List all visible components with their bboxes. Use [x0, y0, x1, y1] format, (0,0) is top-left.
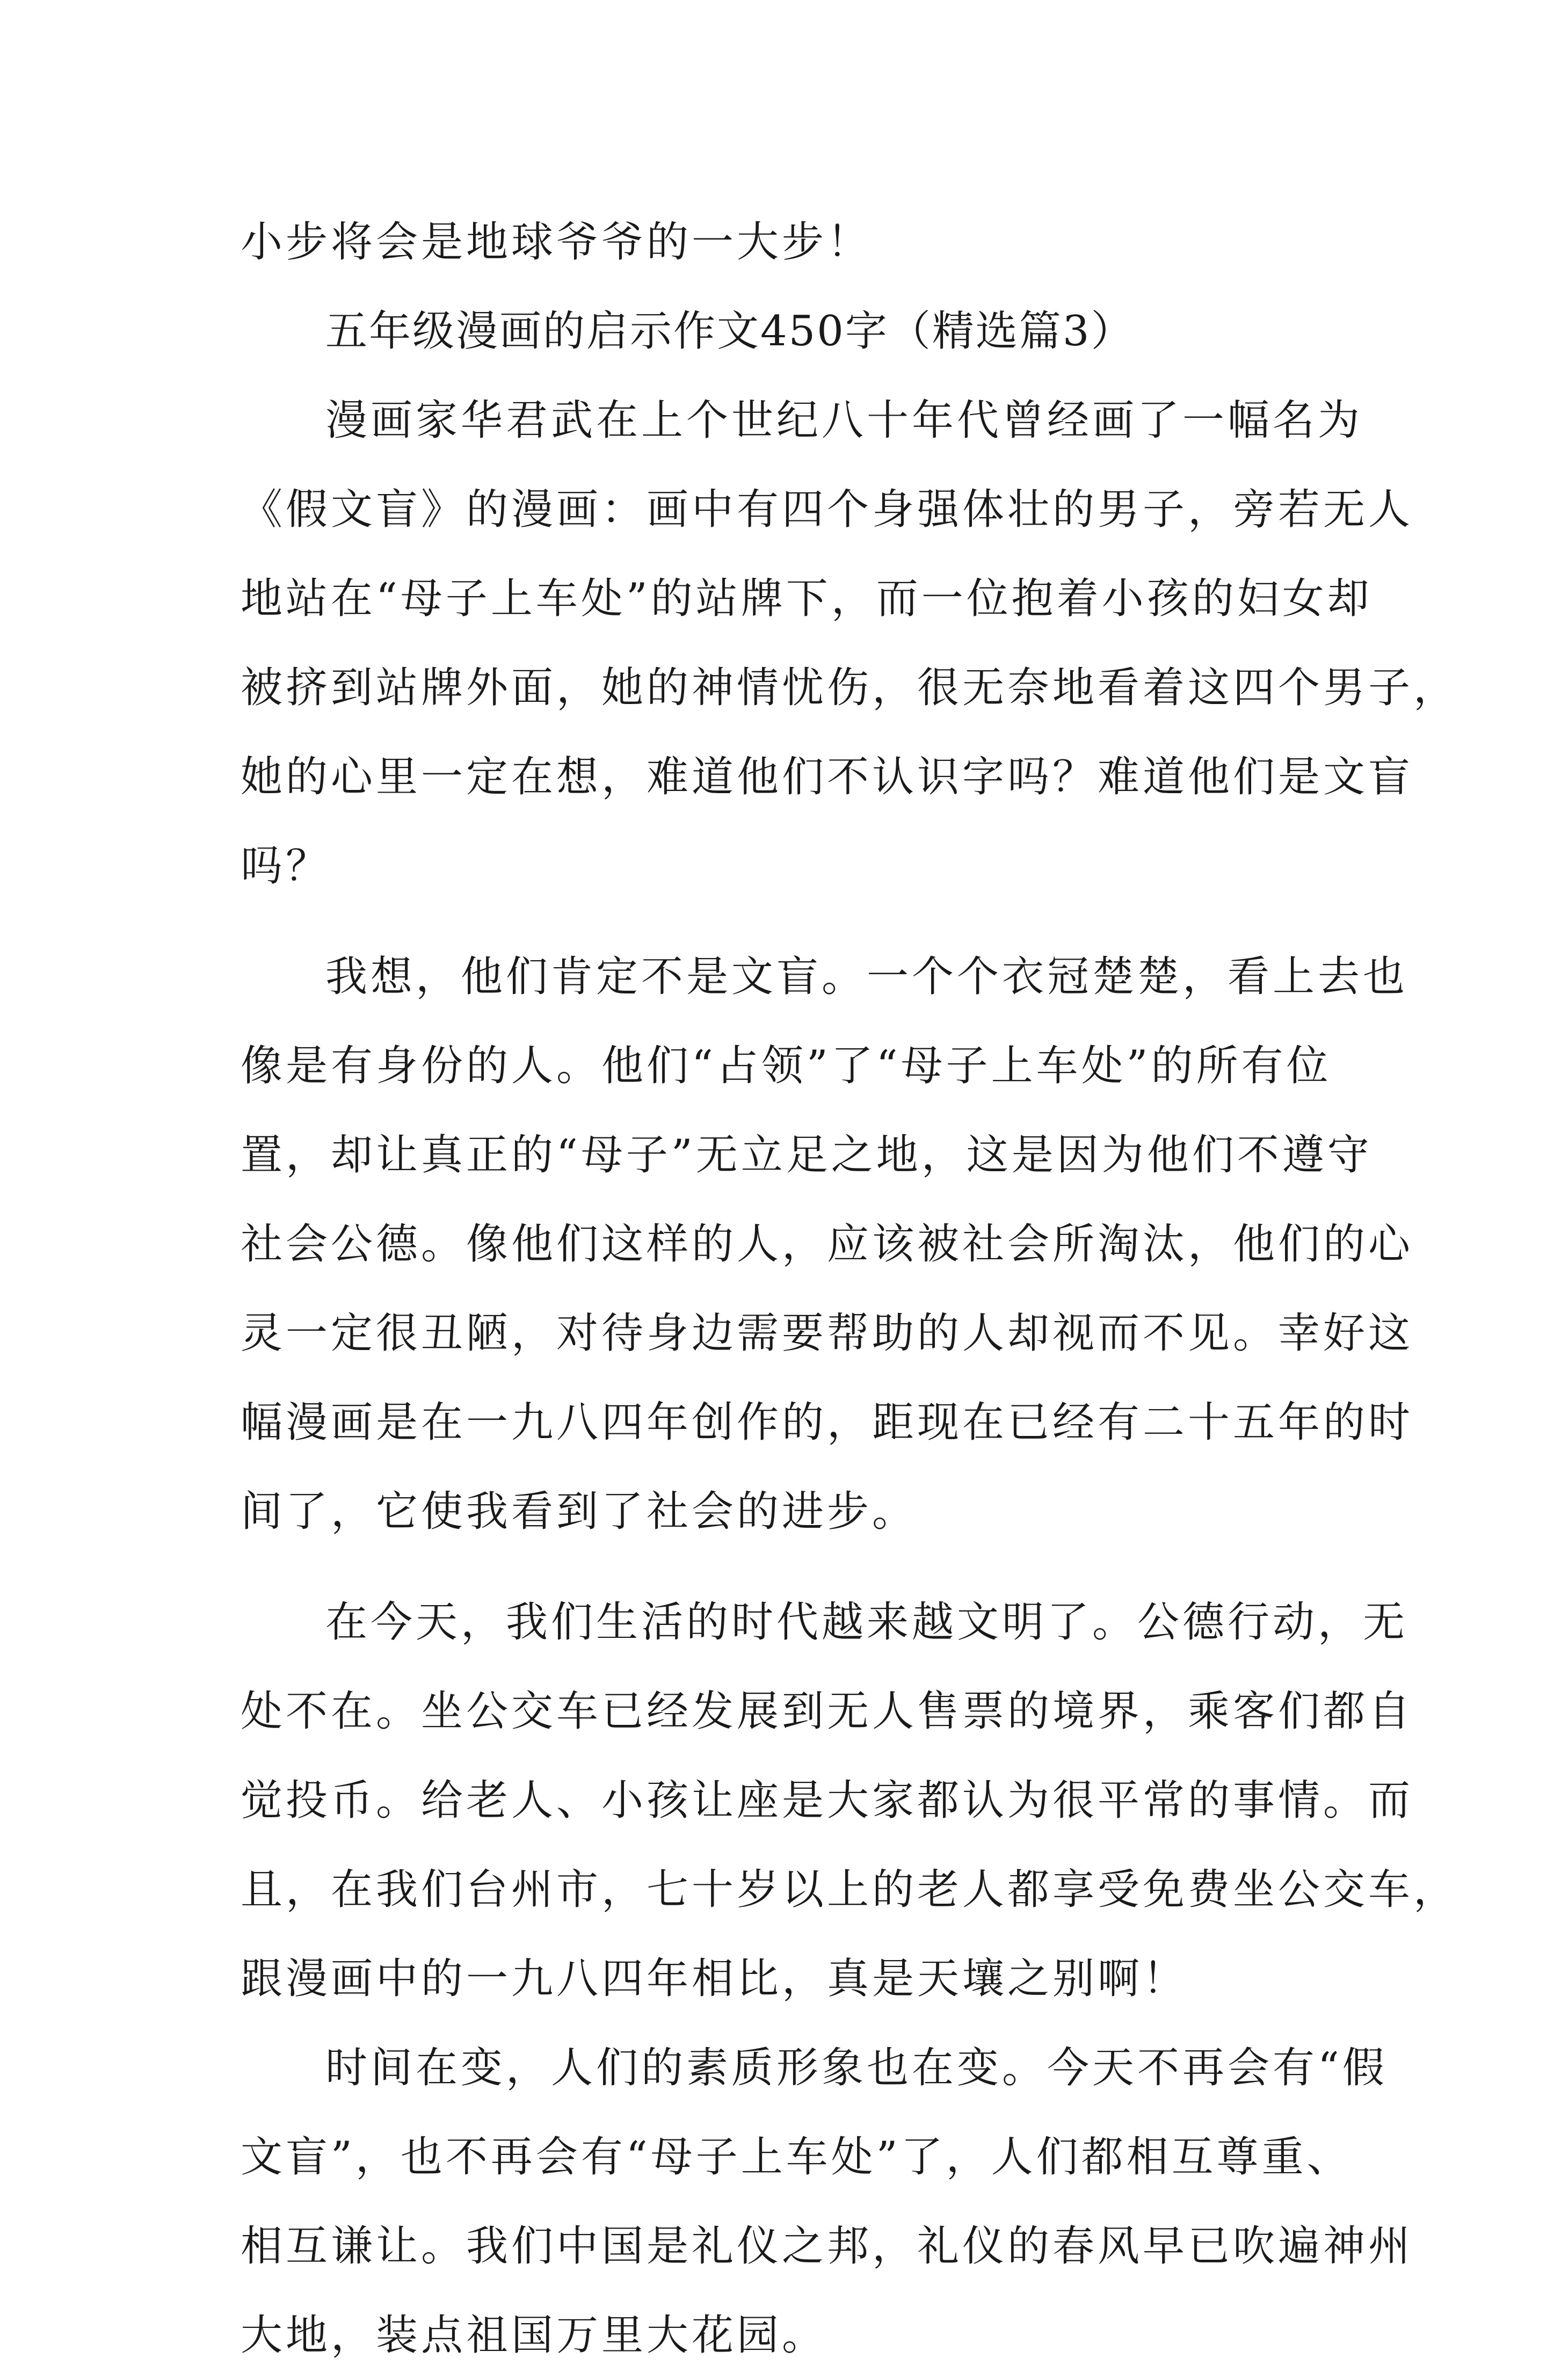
paragraph-line: 大地，装点祖国万里大花园。 — [241, 2311, 827, 2360]
paragraph-line: 漫画家华君武在上个世纪八十年代曾经画了一幅名为 — [325, 396, 1363, 445]
paragraph-line: 置，却让真正的“母子”无立足之地，这是因为他们不遵守 — [241, 1131, 1373, 1179]
paragraph-line: 我想，他们肯定不是文盲。一个个衣冠楚楚，看上去也 — [325, 953, 1408, 1001]
essay-heading: 五年级漫画的启示作文450字（精选篇3） — [325, 307, 1135, 355]
paragraph-line: 《假文盲》的漫画：画中有四个身强体壮的男子，旁若无人 — [241, 485, 1414, 534]
paragraph-line: 她的心里一定在想，难道他们不认识字吗？难道他们是文盲 — [241, 753, 1414, 801]
paragraph-line: 文盲”，也不再会有“母子上车处”了，人们都相互尊重、 — [241, 2133, 1352, 2181]
paragraph-line: 间了，它使我看到了社会的进步。 — [241, 1488, 918, 1536]
paragraph-line: 在今天，我们生活的时代越来越文明了。公德行动，无 — [325, 1598, 1408, 1646]
paragraph-line: 处不在。坐公交车已经发展到无人售票的境界，乘客们都自 — [241, 1687, 1414, 1736]
paragraph-spacer — [241, 911, 1331, 932]
paragraph-line: 跟漫画中的一九八四年相比，真是天壤之别啊！ — [241, 1955, 1188, 2003]
paragraph-line: 灵一定很丑陋，对待身边需要帮助的人却视而不见。幸好这 — [241, 1309, 1414, 1358]
paragraph-2 — [241, 932, 1414, 1556]
paragraph-line: 幅漫画是在一九八四年创作的，距现在已经有二十五年的时 — [241, 1398, 1414, 1447]
paragraph-line: 觉投币。给老人、小孩让座是大家都认为很平常的事情。而 — [241, 1776, 1414, 1825]
paragraph-line: 时间在变，人们的素质形象也在变。今天不再会有“假 — [325, 2044, 1388, 2092]
paragraph-line: 相互谦让。我们中国是礼仪之邦，礼仪的春风早已吹遍神州 — [241, 2222, 1414, 2270]
document-body — [241, 198, 1459, 2380]
paragraph-3 — [241, 1578, 1459, 2023]
continuation-line: 小步将会是地球爷爷的一大步！ — [241, 218, 873, 266]
paragraph-line: 像是有身份的人。他们“占领”了“母子上车处”的所有位 — [241, 1042, 1332, 1090]
paragraph-1 — [241, 376, 1459, 911]
paragraph-line: 地站在“母子上车处”的站牌下，而一位抱着小孩的妇女却 — [241, 575, 1373, 623]
paragraph-spacer — [241, 1556, 1331, 1578]
paragraph-line: 社会公德。像他们这样的人，应该被社会所淘汰，他们的心 — [241, 1220, 1414, 1268]
paragraph-line: 被挤到站牌外面，她的神情忧伤，很无奈地看着这四个男子， — [241, 664, 1459, 712]
paragraph-line: 且，在我们台州市，七十岁以上的老人都享受免费坐公交车， — [241, 1866, 1459, 1914]
paragraph-line: 吗？ — [241, 842, 331, 890]
paragraph-4 — [241, 2023, 1414, 2380]
